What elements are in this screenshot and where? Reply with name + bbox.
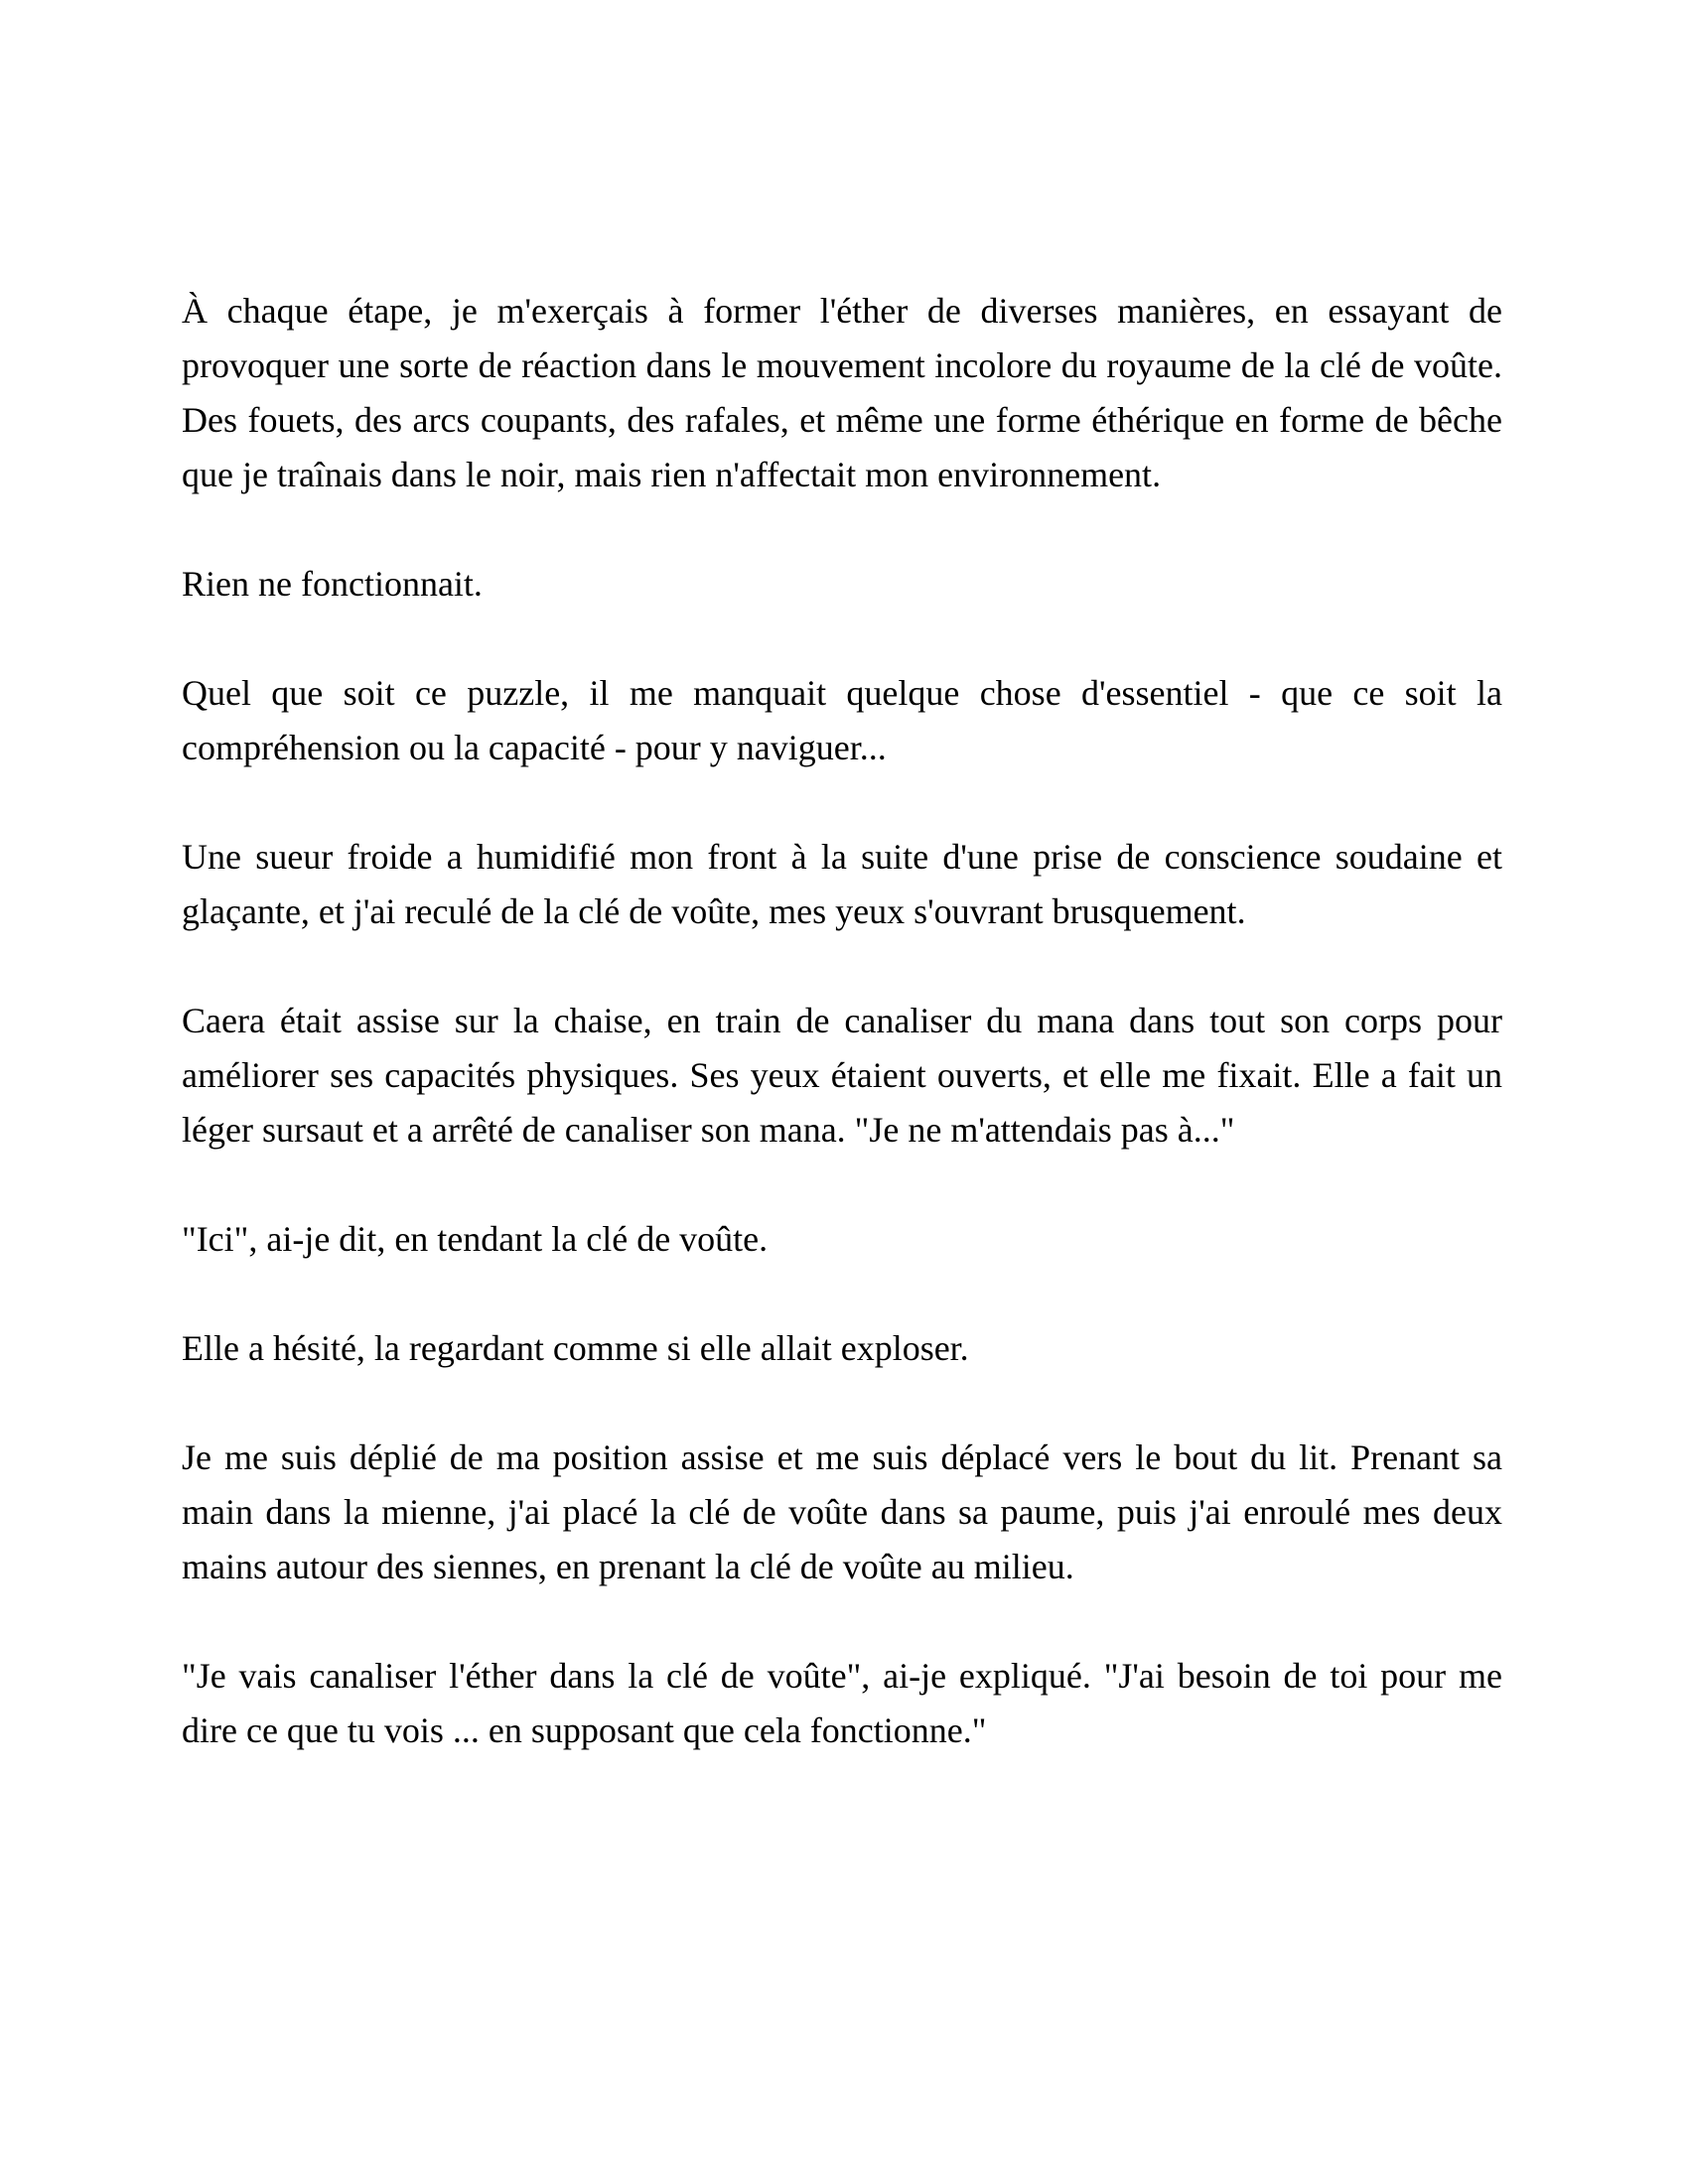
- document-page: [182, 284, 1502, 1813]
- paragraph: À chaque étape, je m'exerçais à former l'éther de diverses manières, en essayant de provoquer une sorte de réaction dans le mouvement incolore du royaume de la clé de voûte. Des fouets, des arcs coupants, des rafales, et même une forme éthérique en forme de bêche que je traînais dans le noir, mais rien n'affectait mon environnement.: [182, 291, 1502, 494]
- paragraph: "Ici", ai-je dit, en tendant la clé de voûte.: [182, 1219, 769, 1259]
- paragraph: Rien ne fonctionnait.: [182, 564, 483, 604]
- paragraph: "Je vais canaliser l'éther dans la clé de voûte", ai-je expliqué. "J'ai besoin de toi pour me dire ce que tu vois ... en supposant que cela fonctionne.": [182, 1656, 1502, 1750]
- paragraph: Je me suis déplié de ma position assise et me suis déplacé vers le bout du lit. Prenant sa main dans la mienne, j'ai placé la clé de voûte dans sa paume, puis j'ai enroulé mes deux mains autour des siennes, en prenant la clé de voûte au milieu.: [182, 1437, 1502, 1586]
- paragraph: Une sueur froide a humidifié mon front à la suite d'une prise de conscience soudaine et glaçante, et j'ai reculé de la clé de voûte, mes yeux s'ouvrant brusquement.: [182, 837, 1502, 931]
- paragraph: Elle a hésité, la regardant comme si elle allait exploser.: [182, 1328, 969, 1368]
- paragraph: Quel que soit ce puzzle, il me manquait quelque chose d'essentiel - que ce soit la compréhension ou la capacité - pour y naviguer...: [182, 673, 1502, 767]
- paragraph: Caera était assise sur la chaise, en train de canaliser du mana dans tout son corps pour améliorer ses capacités physiques. Ses yeux étaient ouverts, et elle me fixait. Elle a fait un léger sursaut et a arrêté de canaliser son mana. "Je ne m'attendais pas à...": [182, 1001, 1502, 1150]
